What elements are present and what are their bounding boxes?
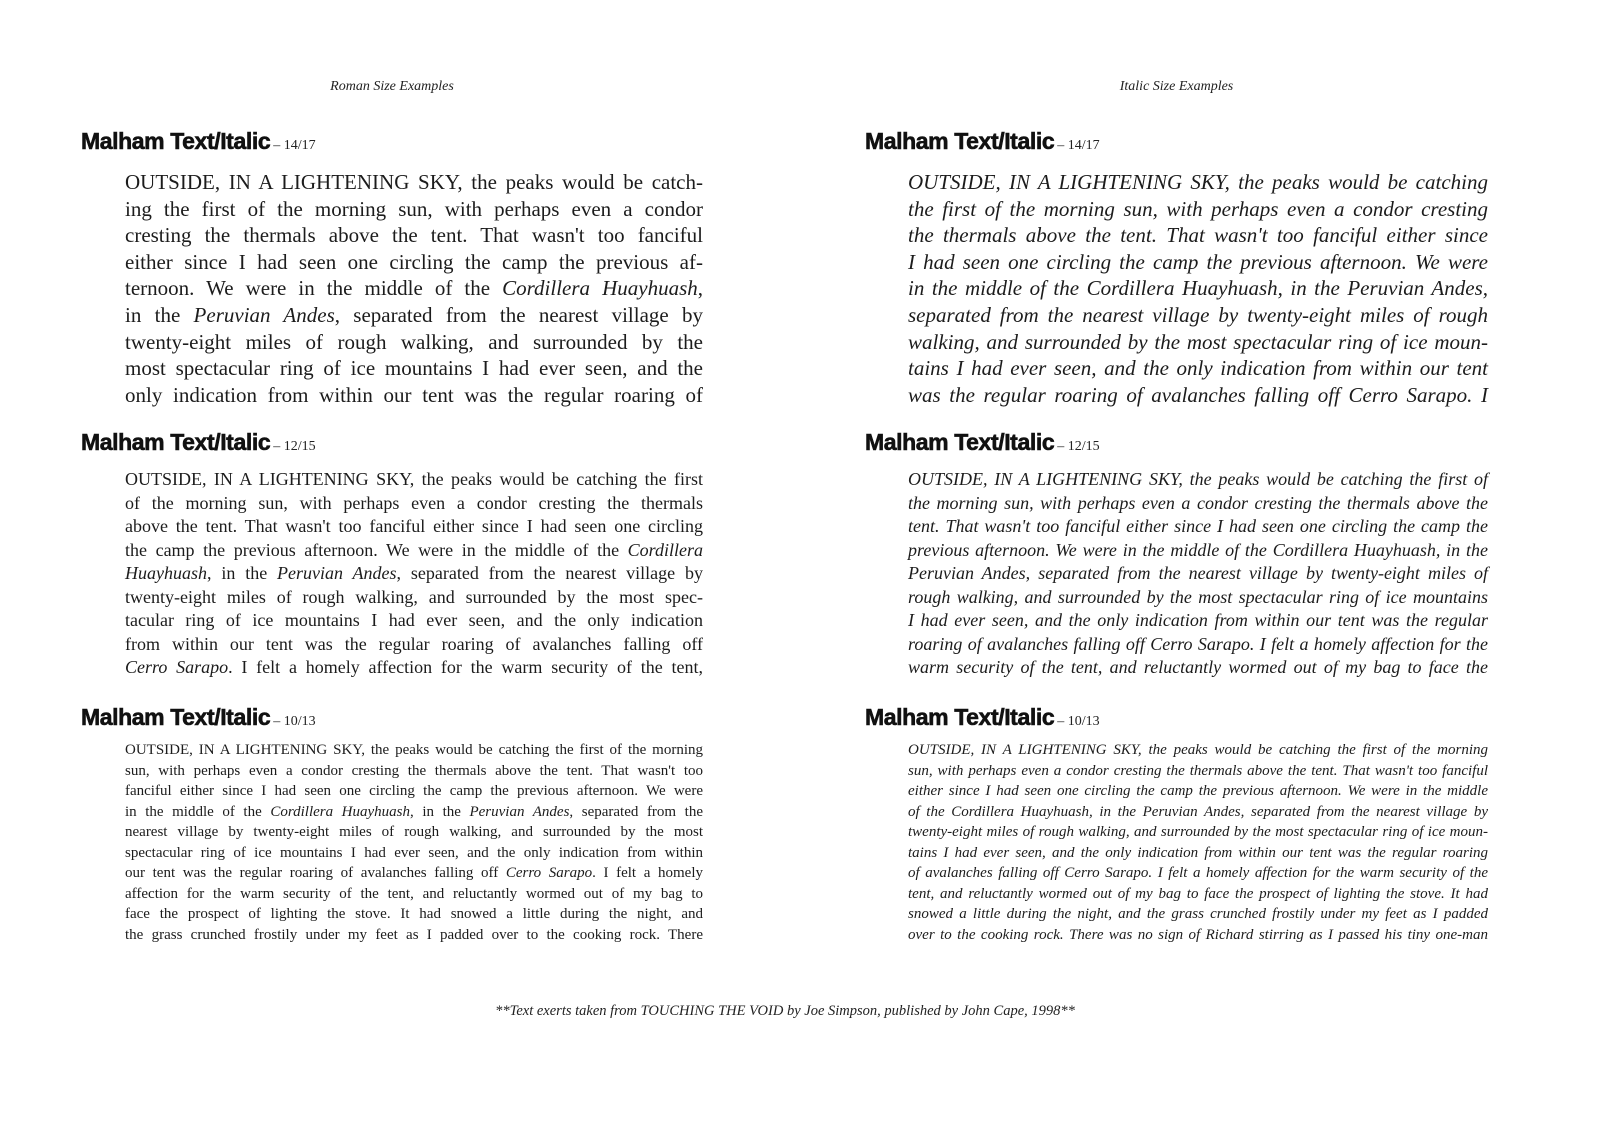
text-line: OUTSIDE, IN A LIGHTENING SKY, the peaks would be catching the first of (908, 469, 1488, 489)
text-line: nearest village by twenty-eight miles of rough walking, and surrounded by the most (125, 824, 703, 841)
text-line: of the morning sun, with perhaps even a condor cresting the thermals (125, 492, 703, 513)
text-line: from within our tent was the regular roaring of avalanches falling off (125, 633, 703, 654)
text-line: twenty-eight miles of rough walking, and surrounded by the most spectacular ring of ice moun- (908, 824, 1488, 841)
italic-phrase: Cerro Sarapo (125, 657, 229, 677)
text-line: I had ever seen, and the only indication from within our tent was the regular (908, 610, 1488, 630)
text-line: OUTSIDE, IN A LIGHTENING SKY, the peaks would be catching (908, 170, 1488, 194)
italic-phrase: Peruvian Andes (469, 803, 570, 820)
text-line: the first of the morning sun, with perhaps even a condor cresting (908, 196, 1488, 221)
text-run: in the middle of the (125, 803, 271, 820)
section-heading (865, 703, 1100, 736)
text-line: was the regular roaring of avalanches falling off Cerro Sarapo. I (908, 382, 1488, 407)
text-run: in the (125, 302, 194, 327)
text-line: Peruvian Andes, separated from the nearest village by twenty-eight miles of (908, 563, 1488, 583)
size-label: – 14/17 (273, 138, 316, 153)
size-label: – 14/17 (1057, 138, 1100, 153)
typeface-name: Malham Text/Italic (81, 429, 271, 455)
text-line: ing the first of the morning sun, with perhaps even a condor (125, 196, 703, 221)
text-line: of the Cordillera Huayhuash, in the Peruvian Andes, separated from the nearest village by (908, 803, 1488, 820)
italic-phrase: Cordillera Huayhuash (502, 276, 698, 301)
text-line: OUTSIDE, IN A LIGHTENING SKY, the peaks would be catching the first (125, 469, 703, 489)
italic-phrase: Peruvian Andes (277, 563, 397, 583)
size-label: – 10/13 (273, 714, 316, 729)
text-line: most spectacular ring of ice mountains I had ever seen, and the (125, 356, 703, 381)
text-line: tains I had ever seen, and the only indication from within our tent was the regular roaring (908, 844, 1488, 861)
text-run: , in the (207, 563, 278, 583)
text-line: affection for the warm security of the tent, and reluctantly wormed out of my bag to (125, 885, 703, 902)
text-line: in the middle of the Cordillera Huayhuash, in the Peruvian Andes, (908, 276, 1488, 301)
typeface-name: Malham Text/Italic (865, 429, 1055, 455)
text-line: I had seen one circling the camp the previous afternoon. We were (908, 249, 1488, 274)
italic-phrase: Cordillera Huayhuash (270, 803, 411, 820)
text-run: . I felt a homely (592, 865, 703, 882)
typeface-name: Malham Text/Italic (865, 128, 1055, 154)
text-line: tent, and reluctantly wormed out of my bag to face the prospect of lighting the stove. It had (908, 885, 1488, 902)
text-line: twenty-eight miles of rough walking, and surrounded by the most spec- (125, 586, 703, 607)
text-run: the camp the previous afternoon. We were in the middle of the (125, 539, 628, 560)
text-block (908, 468, 1488, 680)
page-header: Italic Size Examples (1119, 79, 1234, 94)
text-line: only indication from within our tent was the regular roaring of (125, 382, 703, 407)
text-line: roaring of avalanches falling off Cerro Sarapo. I felt a homely affection for the (908, 633, 1488, 654)
section-heading (865, 428, 1100, 461)
typeface-name: Malham Text/Italic (81, 128, 271, 154)
text-line: over to the cooking rock. There was no sign of Richard stirring as I passed his tiny one-man (908, 926, 1488, 943)
text-line: warm security of the tent, and reluctantly wormed out of my bag to face the (908, 657, 1488, 677)
text-line: fanciful either since I had seen one circling the camp the previous afternoon. We were (125, 783, 703, 800)
text-line: tains I had ever seen, and the only indication from within our tent (908, 356, 1488, 381)
text-line: the thermals above the tent. That wasn't too fanciful either since (908, 223, 1488, 248)
text-line: sun, with perhaps even a condor cresting the thermals above the tent. That wasn't too fanciful (908, 762, 1488, 779)
size-label: – 10/13 (1057, 714, 1100, 729)
text-line: snowed a little during the night, and the grass crunched frostily under my feet as I padded (908, 906, 1488, 923)
size-label: – 12/15 (273, 439, 316, 454)
text-line: the morning sun, with perhaps even a condor cresting the thermals above the (908, 492, 1488, 513)
text-line: either since I had seen one circling the camp the previous afternoon. We were in the middle (908, 783, 1488, 800)
italic-phrase: Cordillera (627, 539, 703, 560)
text-run: , separated from the (569, 803, 703, 820)
source-note: **Text exerts taken from TOUCHING THE VOID by Joe Simpson, published by John Cape, 1998** (495, 1003, 1075, 1019)
text-line: either since I had seen one circling the camp the previous af- (125, 249, 703, 274)
text-run: our tent was the regular roaring of avalanches falling off (125, 865, 506, 882)
text-line: separated from the nearest village by twenty-eight miles of rough (908, 302, 1488, 327)
text-line: rough walking, and surrounded by the most spectacular ring of ice mountains (908, 586, 1488, 607)
italic-phrase: Cerro Sarapo (505, 865, 593, 882)
text-line: tacular ring of ice mountains I had ever seen, and the only indication (125, 610, 703, 630)
text-line: OUTSIDE, IN A LIGHTENING SKY, the peaks would be catching the first of the morning (125, 742, 703, 758)
text-line: spectacular ring of ice mountains I had ever seen, and the only indication from within (125, 844, 703, 861)
text-run: . I felt a homely affection for the warm security of the tent, (228, 657, 703, 677)
text-block (908, 740, 1488, 945)
typeface-name: Malham Text/Italic (865, 704, 1055, 730)
text-run: , separated from the nearest village by (396, 563, 703, 583)
italic-phrase: Huayhuash (125, 563, 207, 583)
size-label: – 12/15 (1057, 439, 1100, 454)
text-line: face the prospect of lighting the stove. It had snowed a little during the night, and (125, 906, 703, 923)
text-line: twenty-eight miles of rough walking, and surrounded by the (125, 329, 703, 354)
section-heading (865, 127, 1100, 160)
text-line: the grass crunched frostily under my feet as I padded over to the cooking rock. There (125, 926, 703, 943)
text-line: sun, with perhaps even a condor cresting the thermals above the tent. That wasn't too (125, 762, 703, 779)
text-run: , separated from the nearest village by (334, 302, 704, 327)
text-line: OUTSIDE, IN A LIGHTENING SKY, the peaks would be catch- (125, 170, 703, 194)
text-run: , (697, 276, 703, 301)
text-block (908, 169, 1488, 408)
text-line: cresting the thermals above the tent. That wasn't too fanciful (125, 223, 703, 248)
text-line: OUTSIDE, IN A LIGHTENING SKY, the peaks would be catching the first of the morning (908, 742, 1488, 758)
text-line: walking, and surrounded by the most spectacular ring of ice moun- (908, 329, 1488, 354)
text-line: of avalanches falling off Cerro Sarapo. I felt a homely affection for the warm security of the (908, 865, 1488, 882)
italic-phrase: Peruvian Andes (193, 302, 335, 327)
typeface-name: Malham Text/Italic (81, 704, 271, 730)
text-line: above the tent. That wasn't too fanciful either since I had seen one circling (125, 516, 703, 536)
text-run: ternoon. We were in the middle of the (125, 276, 503, 301)
text-line: tent. That wasn't too fanciful either since I had seen one circling the camp the (908, 516, 1488, 536)
text-run: , in the (410, 803, 470, 820)
text-line: previous afternoon. We were in the middle of the Cordillera Huayhuash, in the (908, 539, 1488, 560)
page-header: Roman Size Examples (330, 79, 454, 94)
